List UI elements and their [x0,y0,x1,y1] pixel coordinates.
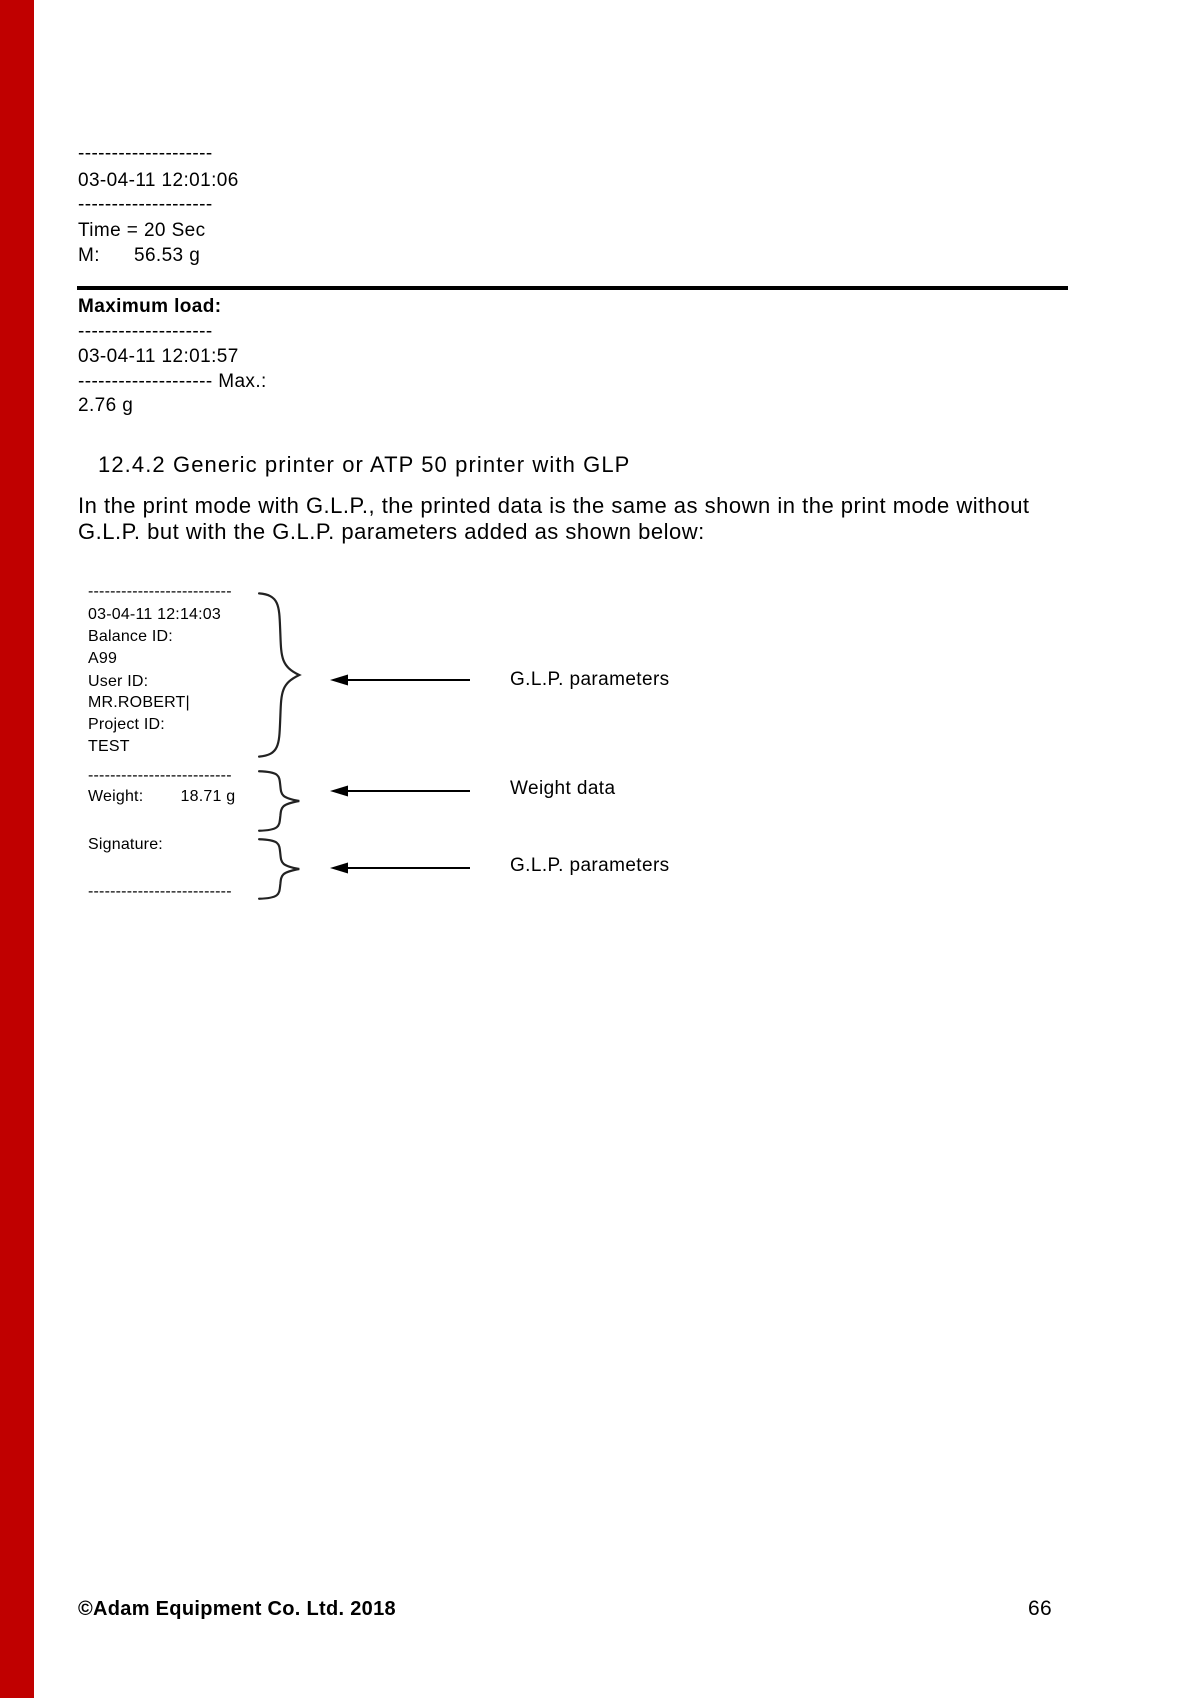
footer-copyright: ©Adam Equipment Co. Ltd. 2018 [78,1598,396,1620]
receipt-user-id-value: MR.ROBERT| [88,694,190,711]
left-arrow-icon [330,783,470,799]
printout-max-value: 2.76 g [78,395,134,416]
receipt-signature-label: Signature: [88,836,163,853]
receipt-project-id-value: TEST [88,738,130,755]
body-paragraph-line: G.L.P. but with the G.L.P. parameters added as shown below: [78,519,705,544]
receipt-balance-id-label: Balance ID: [88,628,173,645]
annotation-label-glp-parameters: G.L.P. parameters [510,855,670,876]
printout-max-line: -------------------- Max.: [78,371,267,392]
printout-timestamp: 03-04-11 12:01:57 [78,346,239,367]
printout-dashes: -------------------- [78,194,213,215]
printout-dashes: -------------------- [78,321,213,342]
receipt-timestamp: 03-04-11 12:14:03 [88,606,221,623]
receipt-dashes: -------------------------- [88,883,232,900]
footer-page-number: 66 [1028,1597,1052,1620]
curly-brace [252,770,304,832]
section-heading: 12.4.2 Generic printer or ATP 50 printer with GLP [98,452,631,477]
receipt-dashes: -------------------------- [88,583,232,600]
body-paragraph-line: In the print mode with G.L.P., the printed data is the same as shown in the print mode without [78,493,1030,518]
receipt-weight-line: Weight: 18.71 g [88,788,236,805]
receipt-project-id-label: Project ID: [88,716,165,733]
printout-time-setting: Time = 20 Sec [78,220,206,241]
printout-timestamp: 03-04-11 12:01:06 [78,170,239,191]
receipt-dashes: -------------------------- [88,767,232,784]
left-arrow-icon [330,860,470,876]
curly-brace [252,838,304,900]
left-edge-accent-stripe [0,0,34,1698]
annotation-label-glp-parameters: G.L.P. parameters [510,669,670,690]
maximum-load-heading: Maximum load: [78,296,222,317]
printout-memory-weight: M: 56.53 g [78,245,201,266]
receipt-user-id-label: User ID: [88,673,149,690]
left-arrow-icon [330,672,470,688]
section-divider-rule [77,286,1068,290]
receipt-balance-id-value: A99 [88,650,118,667]
printout-dashes: -------------------- [78,143,213,164]
annotation-label-weight-data: Weight data [510,778,616,799]
curly-brace [252,590,304,760]
